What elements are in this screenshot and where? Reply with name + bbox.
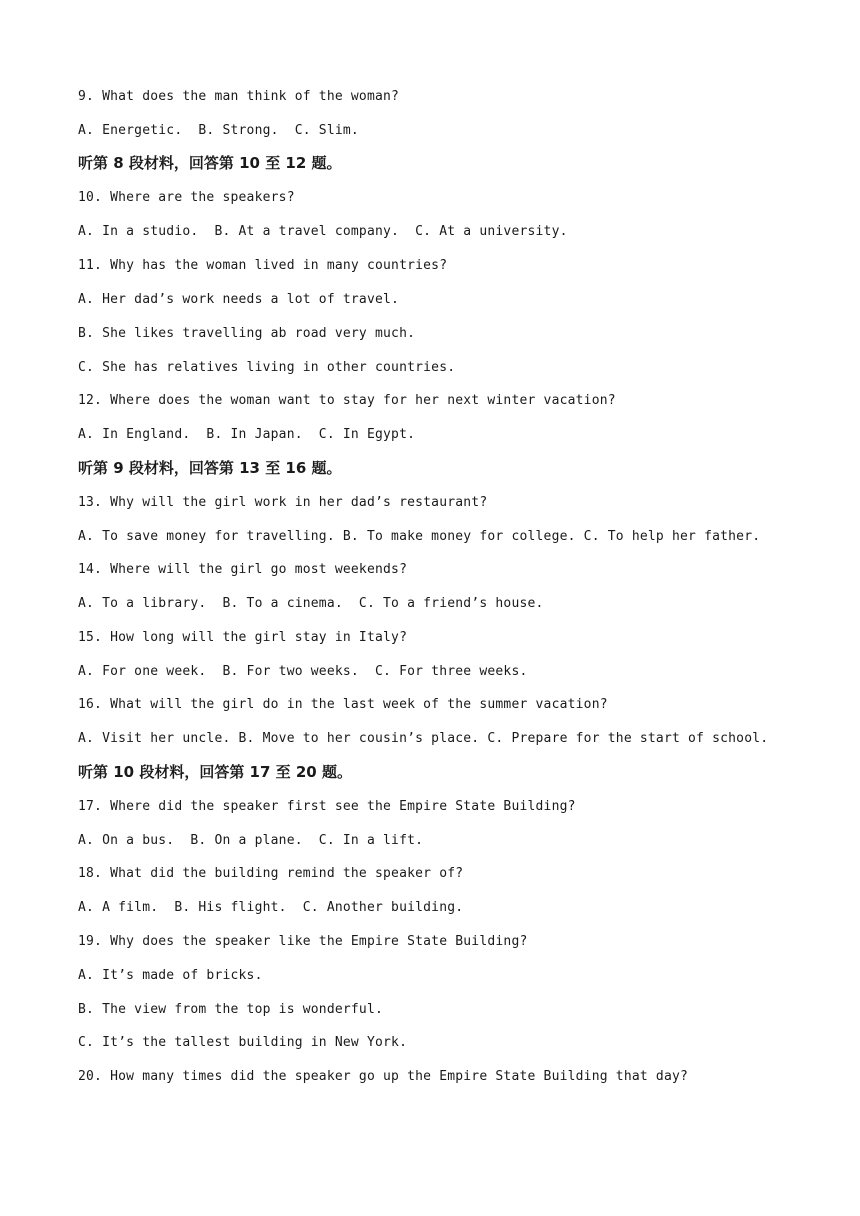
question-13-options: A. To save money for travelling. B. To make money for college. C. To help her father. <box>78 529 761 544</box>
section-heading-8: 听第 8 段材料，回答第 10 至 12 题。 <box>78 154 342 172</box>
question-10-options: A. In a studio. B. At a travel company. C. At a university. <box>78 224 568 239</box>
question-17: 17. Where did the speaker first see the Empire State Building? <box>78 799 576 814</box>
section-heading-10: 听第 10 段材料，回答第 17 至 20 题。 <box>78 763 352 781</box>
question-11-option-c: C. She has relatives living in other countries. <box>78 360 456 375</box>
question-18-options: A. A film. B. His flight. C. Another building. <box>78 900 464 915</box>
question-12-options: A. In England. B. In Japan. C. In Egypt. <box>78 427 416 442</box>
question-13: 13. Why will the girl work in her dad’s restaurant? <box>78 495 488 510</box>
question-19: 19. Why does the speaker like the Empire State Building? <box>78 934 528 949</box>
question-9-options: A. Energetic. B. Strong. C. Slim. <box>78 123 359 138</box>
question-16: 16. What will the girl do in the last week of the summer vacation? <box>78 697 608 712</box>
question-17-options: A. On a bus. B. On a plane. C. In a lift. <box>78 833 424 848</box>
question-18: 18. What did the building remind the speaker of? <box>78 866 464 881</box>
question-9: 9. What does the man think of the woman? <box>78 89 400 104</box>
question-11-option-a: A. Her dad’s work needs a lot of travel. <box>78 292 400 307</box>
question-19-option-a: A. It’s made of bricks. <box>78 968 263 983</box>
question-16-options: A. Visit her uncle. B. Move to her cousin’s place. C. Prepare for the start of school. <box>78 731 769 746</box>
question-14-options: A. To a library. B. To a cinema. C. To a friend’s house. <box>78 596 544 611</box>
question-14: 14. Where will the girl go most weekends? <box>78 562 408 577</box>
question-15-options: A. For one week. B. For two weeks. C. For three weeks. <box>78 664 528 679</box>
question-11-option-b: B. She likes travelling ab road very much. <box>78 326 416 341</box>
section-heading-9: 听第 9 段材料，回答第 13 至 16 题。 <box>78 459 342 477</box>
question-20: 20. How many times did the speaker go up the Empire State Building that day? <box>78 1069 689 1084</box>
question-19-option-b: B. The view from the top is wonderful. <box>78 1002 384 1017</box>
question-10: 10. Where are the speakers? <box>78 190 295 205</box>
question-15: 15. How long will the girl stay in Italy? <box>78 630 408 645</box>
question-11: 11. Why has the woman lived in many countries? <box>78 258 448 273</box>
question-19-option-c: C. It’s the tallest building in New York. <box>78 1035 408 1050</box>
question-12: 12. Where does the woman want to stay for her next winter vacation? <box>78 393 616 408</box>
